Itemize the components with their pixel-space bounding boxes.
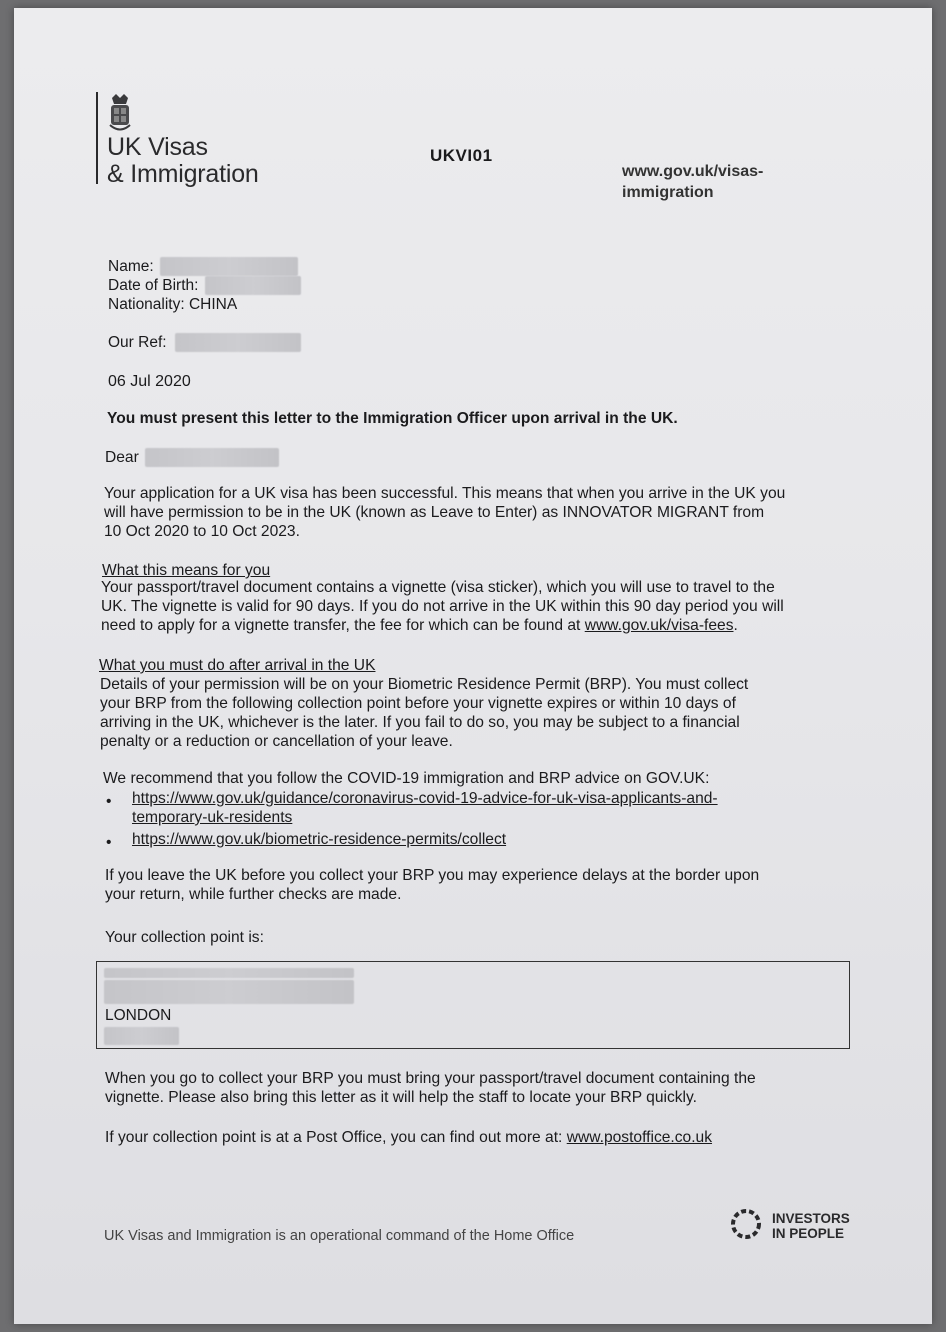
ref-row <box>108 333 301 352</box>
logo-line-2: & Immigration <box>107 160 259 188</box>
salutation: Dear <box>105 449 139 466</box>
website-line-2: immigration <box>622 184 714 201</box>
covid-link-1[interactable] <box>132 789 872 827</box>
brp-line-2: your BRP from the following collection point before your vignette expires or within 10 days of <box>100 695 736 712</box>
vignette-line-3-text: need to apply for a vignette transfer, the fee for which can be found at <box>101 617 585 634</box>
collection-point-label: Your collection point is: <box>105 929 264 946</box>
covid-intro: We recommend that you follow the COVID-19 immigration and BRP advice on GOV.UK: <box>103 770 710 787</box>
vignette-line-1: Your passport/travel document contains a vignette (visa sticker), which you will use to travel to the <box>101 579 775 596</box>
covid-link-1-line-1[interactable]: https://www.gov.uk/guidance/coronavirus-covid-19-advice-for-uk-visa-applicants-and- <box>132 790 718 807</box>
form-code: UKVI01 <box>430 146 493 165</box>
vignette-line-2: UK. The vignette is valid for 90 days. If you do not arrive in the UK within this 90 day period you will <box>101 598 784 615</box>
bullet-2: • <box>106 834 112 851</box>
ref-label: Our Ref: <box>108 334 167 351</box>
paragraph-vignette <box>101 578 841 635</box>
leave-line-2: your return, while further checks are made. <box>105 886 402 903</box>
brp-collect-link[interactable]: https://www.gov.uk/biometric-residence-permits/collect <box>132 831 507 848</box>
post-office-link[interactable]: www.postoffice.co.uk <box>566 1129 713 1146</box>
website-address <box>622 161 802 203</box>
bring-line-2: vignette. Please also bring this letter as it will help the staff to locate your BRP quickly. <box>105 1089 697 1106</box>
investors-in-people-logo <box>772 1211 850 1241</box>
brp-line-1: Details of your permission will be on your Biometric Residence Permit (BRP). You must collect <box>100 676 749 693</box>
footer-text: UK Visas and Immigration is an operational command of the Home Office <box>104 1228 575 1244</box>
leave-line-1: If you leave the UK before you collect your BRP you may experience delays at the border upon <box>105 867 760 884</box>
paragraph-leave <box>105 866 845 904</box>
address-redacted-1 <box>104 968 354 978</box>
dob-row <box>108 276 301 295</box>
bring-line-1: When you go to collect your BRP you must bring your passport/travel document containing the <box>105 1070 756 1087</box>
para1-line-2: will have permission to be in the UK (known as Leave to Enter) as INNOVATOR MIGRANT from <box>104 504 765 521</box>
nationality-row: Nationality: CHINA <box>108 296 238 313</box>
para1-line-1: Your application for a UK visa has been successful. This means that when you arrive in the UK you <box>104 485 786 502</box>
letter-date: 06 Jul 2020 <box>108 373 191 390</box>
logo-line-1: UK Visas <box>107 133 208 161</box>
addressee-redacted <box>145 448 279 467</box>
vignette-line-3-end: . <box>733 617 738 634</box>
vignette-line-3 <box>101 616 841 635</box>
brp-line-4: penalty or a reduction or cancellation of your leave. <box>100 733 453 750</box>
royal-crest-icon <box>108 94 132 134</box>
investors-in-people-icon <box>728 1206 764 1242</box>
para1-line-3: 10 Oct 2020 to 10 Oct 2023. <box>104 523 300 540</box>
postcode-redacted <box>104 1027 179 1045</box>
section-heading-after-arrival: What you must do after arrival in the UK <box>99 657 376 674</box>
ref-redacted <box>175 333 301 352</box>
address-redacted-2 <box>104 980 354 1004</box>
visa-fees-link[interactable]: www.gov.uk/visa-fees <box>584 617 734 634</box>
dob-redacted <box>205 276 301 295</box>
paragraph-bring <box>105 1069 845 1107</box>
website-line-1: www.gov.uk/visas- <box>622 163 764 180</box>
paragraph-brp <box>100 675 840 751</box>
brp-line-3: arriving in the UK, whichever is the later. If you fail to do so, you may be subject to a financial <box>100 714 740 731</box>
paragraph-success <box>104 484 844 541</box>
section-heading-meaning: What this means for you <box>102 562 271 579</box>
arrival-notice: You must present this letter to the Immigration Officer upon arrival in the UK. <box>107 410 678 427</box>
bullet-1: • <box>106 793 112 810</box>
logo-divider <box>96 92 98 184</box>
name-label: Name: <box>108 258 154 275</box>
salutation-row <box>105 448 845 467</box>
iip-line-1: INVESTORS <box>772 1211 850 1226</box>
iip-line-2: IN PEOPLE <box>772 1226 845 1241</box>
name-redacted <box>160 257 298 276</box>
covid-link-1-line-2[interactable]: temporary-uk-residents <box>132 809 293 826</box>
name-row <box>108 257 298 276</box>
post-office-row <box>105 1128 845 1147</box>
post-office-text: If your collection point is at a Post Office, you can find out more at: <box>105 1129 567 1146</box>
dob-label: Date of Birth: <box>108 277 199 294</box>
logo-text <box>107 134 259 188</box>
collection-city: LONDON <box>105 1007 172 1024</box>
